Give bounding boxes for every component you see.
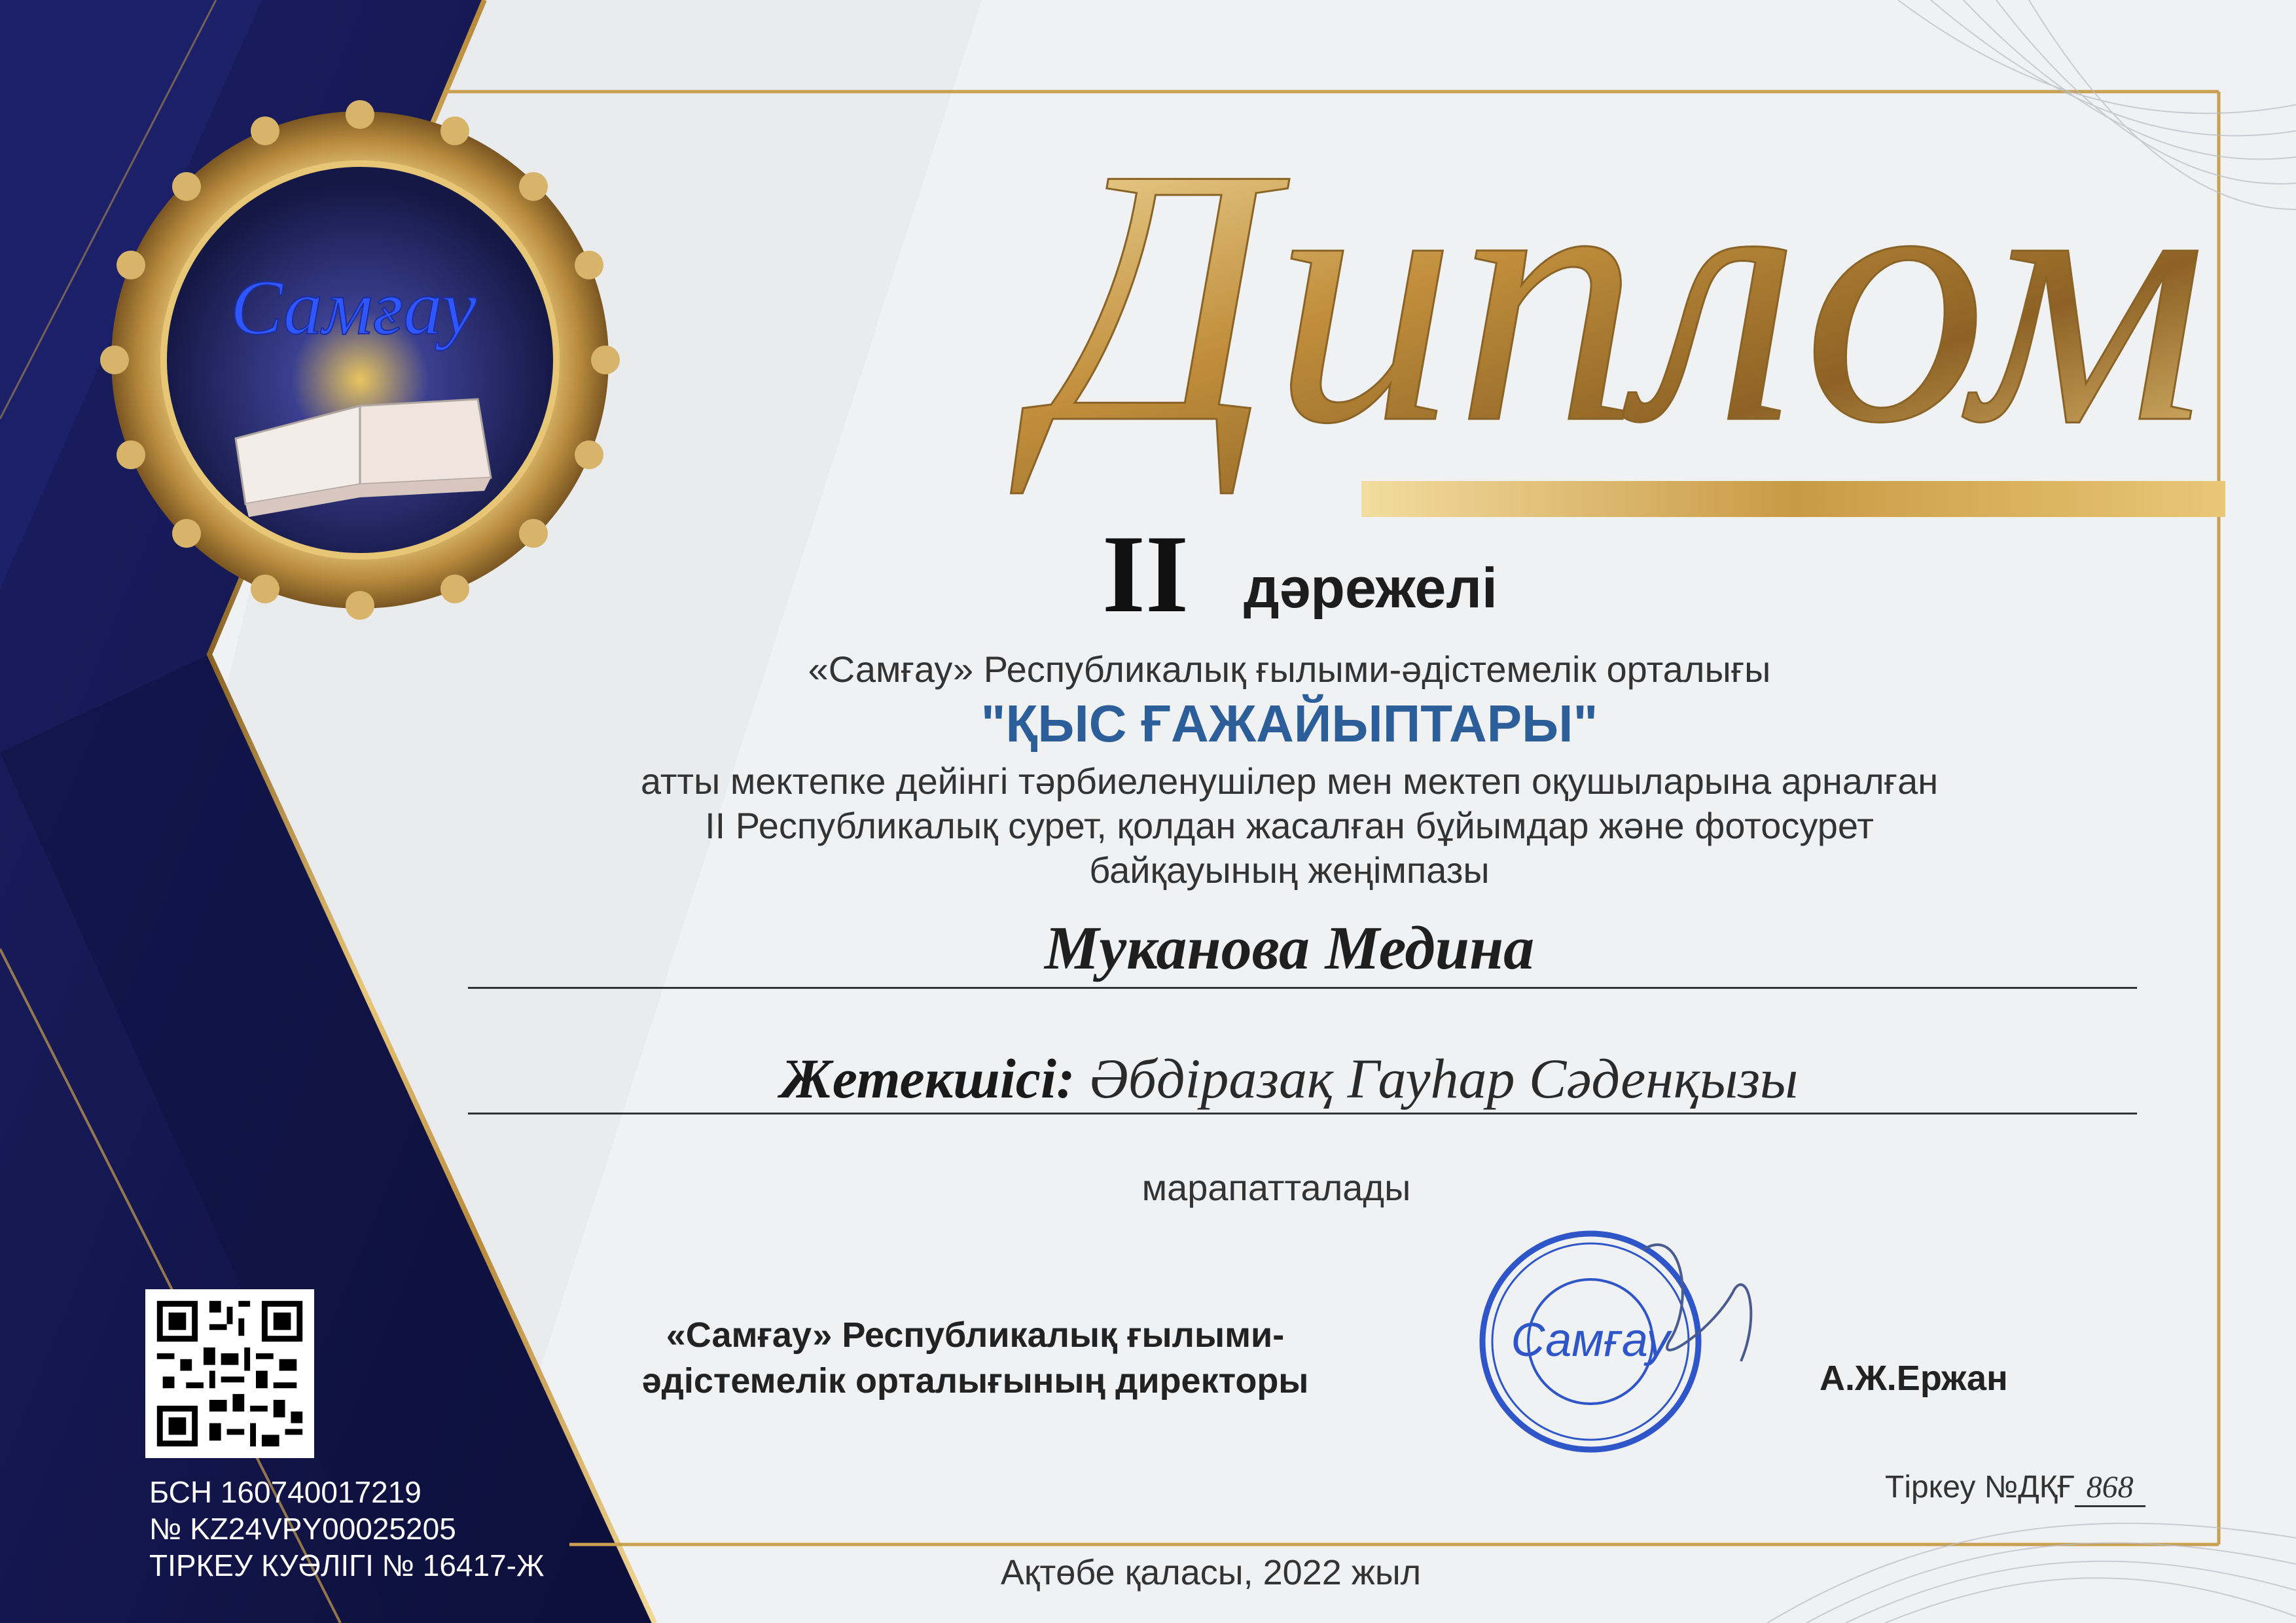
registration-number: 868 — [2075, 1469, 2145, 1507]
degree-roman: II — [1102, 512, 1189, 635]
stamp-text: Самғау — [1511, 1314, 1670, 1366]
mentor-name: Әбдіразақ Гауһар Сәденқызы — [1089, 1047, 1799, 1110]
winner-underline — [468, 987, 2137, 989]
diploma-title-text: Диплом — [1039, 93, 2207, 499]
mentor-underline — [468, 1113, 2137, 1115]
qr-code-icon[interactable] — [145, 1289, 314, 1458]
director-name: А.Ж.Ержан — [1820, 1359, 2008, 1398]
mentor-label: Жетекшісі: — [780, 1047, 1075, 1110]
diploma-title — [982, 26, 2265, 524]
director-role — [563, 1312, 1388, 1404]
svg-text:Самғау: Самғау — [230, 264, 476, 351]
registration-line — [1885, 1469, 2199, 1507]
awarded-text: марапатталады — [1141, 1167, 1411, 1208]
official-stamp — [1407, 1211, 1774, 1472]
account-number: № KZ24VPY00025205 — [149, 1512, 456, 1546]
description-line: ІІ Республикалық сурет, қолдан жасалған бұйымдар және фотосурет — [705, 805, 1874, 846]
footer-place-date: Ақтөбе қаласы, 2022 жыл — [1000, 1553, 1422, 1592]
registration-label: Тіркеу №ДҚҒ — [1885, 1470, 2075, 1505]
license-number: ТІРКЕУ КУӘЛІГІ № 16417-Ж — [149, 1548, 545, 1582]
director-role-line: әдістемелік орталығының директоры — [641, 1361, 1309, 1400]
bsn-number: БСН 160740017219 — [149, 1475, 422, 1509]
organization-line: «Самғау» Республикалық ғылыми-әдістемелік орталығы — [808, 649, 1771, 690]
winner-name: Муканова Медина — [1044, 914, 1535, 982]
description-line: байқауының жеңімпазы — [1089, 849, 1490, 891]
samgau-logo-seal — [98, 98, 622, 622]
mentor-row — [458, 1046, 2121, 1111]
contest-name: "ҚЫС ҒАЖАЙЫПТАРЫ" — [980, 694, 1598, 753]
description-line: атты мектепке дейінгі тәрбиеленушілер мен мектеп оқушыларына арналған — [640, 760, 1939, 802]
degree-word: дәрежелі — [1244, 557, 1498, 620]
director-role-line: «Самғау» Республикалық ғылыми- — [666, 1315, 1285, 1355]
